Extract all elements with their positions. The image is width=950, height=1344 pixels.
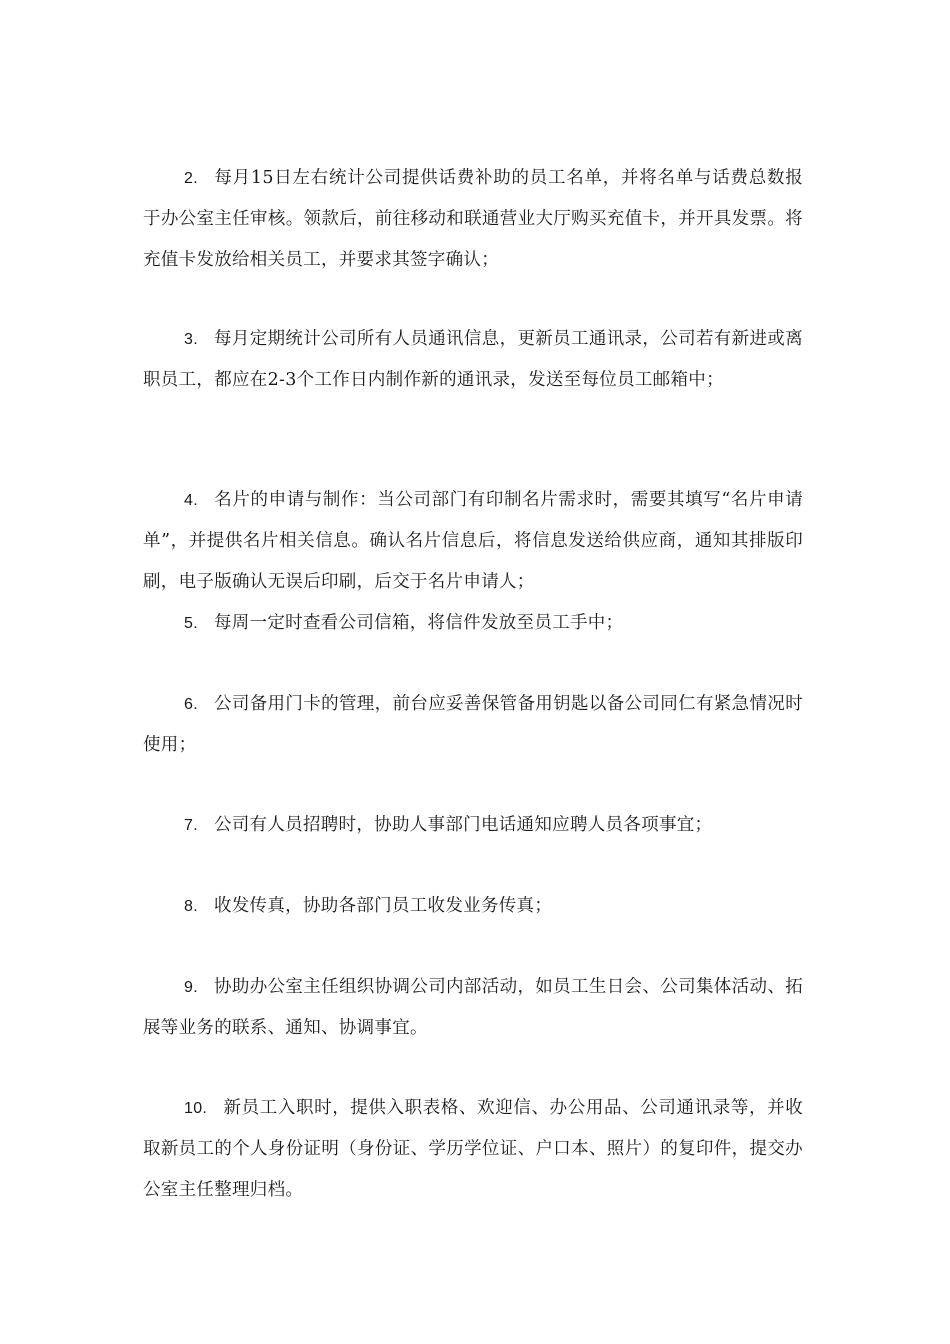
item-number: 9. [184,979,198,996]
list-item [143,1088,803,1211]
item-number: 10. [184,1100,208,1117]
item-text: 公司有人员招聘时，协助人事部门电话通知应聘人员各项事宜； [213,815,713,835]
list-item [143,319,803,401]
item-number: 6. [184,696,198,713]
list-item [143,967,803,1049]
item-text: 收发传真，协助各部门员工收发业务传真； [213,896,553,916]
item-text: 每周一定时查看公司信箱，将信件发放至员工手中； [213,613,624,633]
item-text: 协助办公室主任组织协调公司内部活动，如员工生日会、公司集体活动、拓展等业务的联系、通知、协调事宜。 [143,977,803,1038]
item-number: 5. [184,615,198,632]
item-text: 每月定期统计公司所有人员通讯信息，更新员工通讯录，公司若有新进或离职员工，都应在2-3个工作日内制作新的通讯录，发送至每位员工邮箱中； [143,329,803,390]
item-text: 名片的申请与制作：当公司部门有印制名片需求时，需要其填写“名片申请单”，并提供名片相关信息。确认名片信息后，将信息发送给供应商，通知其排版印刷，电子版确认无误后印刷，后交于名片申请人； [143,490,803,592]
list-item [143,158,803,281]
item-number: 3. [184,331,198,348]
list-item [143,684,803,766]
item-text: 新员工入职时，提供入职表格、欢迎信、办公用品、公司通讯录等，并收取新员工的个人身份证明（身份证、学历学位证、户口本、照片）的复印件，提交办公室主任整理归档。 [143,1098,803,1200]
list-item [143,603,803,644]
list-item [143,886,803,927]
item-number: 8. [184,898,198,915]
item-number: 7. [184,817,198,834]
item-text: 每月15日左右统计公司提供话费补助的员工名单，并将名单与话费总数报于办公室主任审核。领款后，前往移动和联通营业大厅购买充值卡，并开具发票。将充值卡发放给相关员工，并要求其签字确认； [143,168,803,270]
list-item [143,480,803,603]
item-number: 4. [184,492,198,509]
item-number: 2. [184,170,198,187]
item-text: 公司备用门卡的管理，前台应妥善保管备用钥匙以备公司同仁有紧急情况时使用； [143,694,803,755]
list-item [143,805,803,846]
